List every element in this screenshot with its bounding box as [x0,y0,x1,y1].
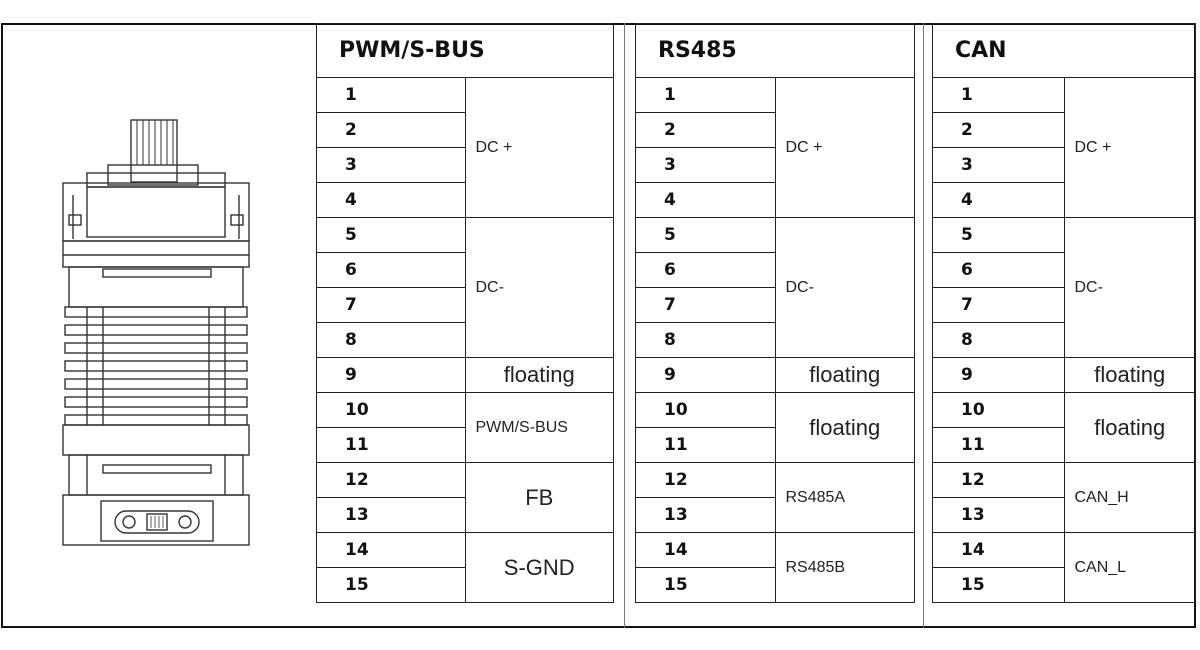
pin-function: DC- [465,218,614,358]
table-row [933,393,1196,428]
rs485-pin-table [635,23,915,603]
servo-diagram [3,25,315,626]
pin-number: 10 [636,393,776,428]
table-header: CAN [933,24,1196,78]
pin-number: 9 [933,358,1065,393]
table-row [317,463,614,498]
pin-number: 4 [636,183,776,218]
pin-number: 15 [636,568,776,603]
pin-number: 1 [636,78,776,113]
pin-number: 1 [317,78,466,113]
table-row [317,393,614,428]
pin-number: 11 [933,428,1065,463]
table-row [636,218,915,253]
pin-number: 9 [317,358,466,393]
pin-number: 13 [933,498,1065,533]
pin-function: floating [1064,393,1196,463]
pin-function: DC + [775,78,915,218]
pin-function: DC- [1064,218,1196,358]
table-row [933,463,1196,498]
table-row [933,533,1196,568]
table-row [317,218,614,253]
pwm-sbus-pin-table [316,23,614,603]
pin-number: 2 [317,113,466,148]
pin-number: 9 [636,358,776,393]
pin-number: 14 [636,533,776,568]
table-row [636,393,915,428]
column-separator [624,23,625,628]
pin-function: S-GND [465,533,614,603]
pin-number: 6 [636,253,776,288]
pin-function: RS485B [775,533,915,603]
table-row [317,78,614,113]
pin-number: 3 [317,148,466,183]
pin-number: 7 [636,288,776,323]
pin-function: RS485A [775,463,915,533]
pin-number: 10 [933,393,1065,428]
table-header: PWM/S-BUS [317,24,614,78]
upper-housing [63,183,249,241]
pin-function: DC + [465,78,614,218]
pin-function: CAN_L [1064,533,1196,603]
pin-function: DC + [1064,78,1196,218]
table-row [933,218,1196,253]
cooling-fins [65,267,247,425]
table-header: RS485 [636,24,915,78]
pin-function: DC- [775,218,915,358]
pin-number: 13 [636,498,776,533]
pin-number: 2 [636,113,776,148]
pin-number: 12 [933,463,1065,498]
pin-number: 6 [317,253,466,288]
pin-number: 3 [636,148,776,183]
pin-number: 4 [317,183,466,218]
pin-number: 5 [636,218,776,253]
pin-function: floating [465,358,614,393]
table-row [636,358,915,393]
pin-number: 8 [933,323,1065,358]
pin-number: 14 [933,533,1065,568]
table-row [933,78,1196,113]
pin-function: CAN_H [1064,463,1196,533]
pin-number: 15 [317,568,466,603]
table-row [636,533,915,568]
table-row [317,533,614,568]
servo-drawing [3,25,315,626]
pin-number: 2 [933,113,1065,148]
table-row [636,78,915,113]
connector-housing [63,495,249,545]
pin-number: 5 [933,218,1065,253]
pin-number: 6 [933,253,1065,288]
can-pin-table [932,23,1196,603]
pin-number: 5 [317,218,466,253]
pin-number: 7 [317,288,466,323]
pin-function: floating [1064,358,1196,393]
pin-function: FB [465,463,614,533]
pin-number: 12 [636,463,776,498]
pin-number: 11 [317,428,466,463]
pin-function: PWM/S-BUS [465,393,614,463]
pin-number: 1 [933,78,1065,113]
pin-number: 11 [636,428,776,463]
pin-number: 8 [317,323,466,358]
table-row [636,463,915,498]
pin-number: 8 [636,323,776,358]
column-separator [923,23,924,628]
pin-number: 14 [317,533,466,568]
pin-number: 15 [933,568,1065,603]
pin-number: 12 [317,463,466,498]
table-row [933,358,1196,393]
pin-number: 10 [317,393,466,428]
pin-number: 3 [933,148,1065,183]
pin-function: floating [775,393,915,463]
table-row [317,358,614,393]
pin-number: 7 [933,288,1065,323]
pin-number: 13 [317,498,466,533]
pin-number: 4 [933,183,1065,218]
pin-function: floating [775,358,915,393]
